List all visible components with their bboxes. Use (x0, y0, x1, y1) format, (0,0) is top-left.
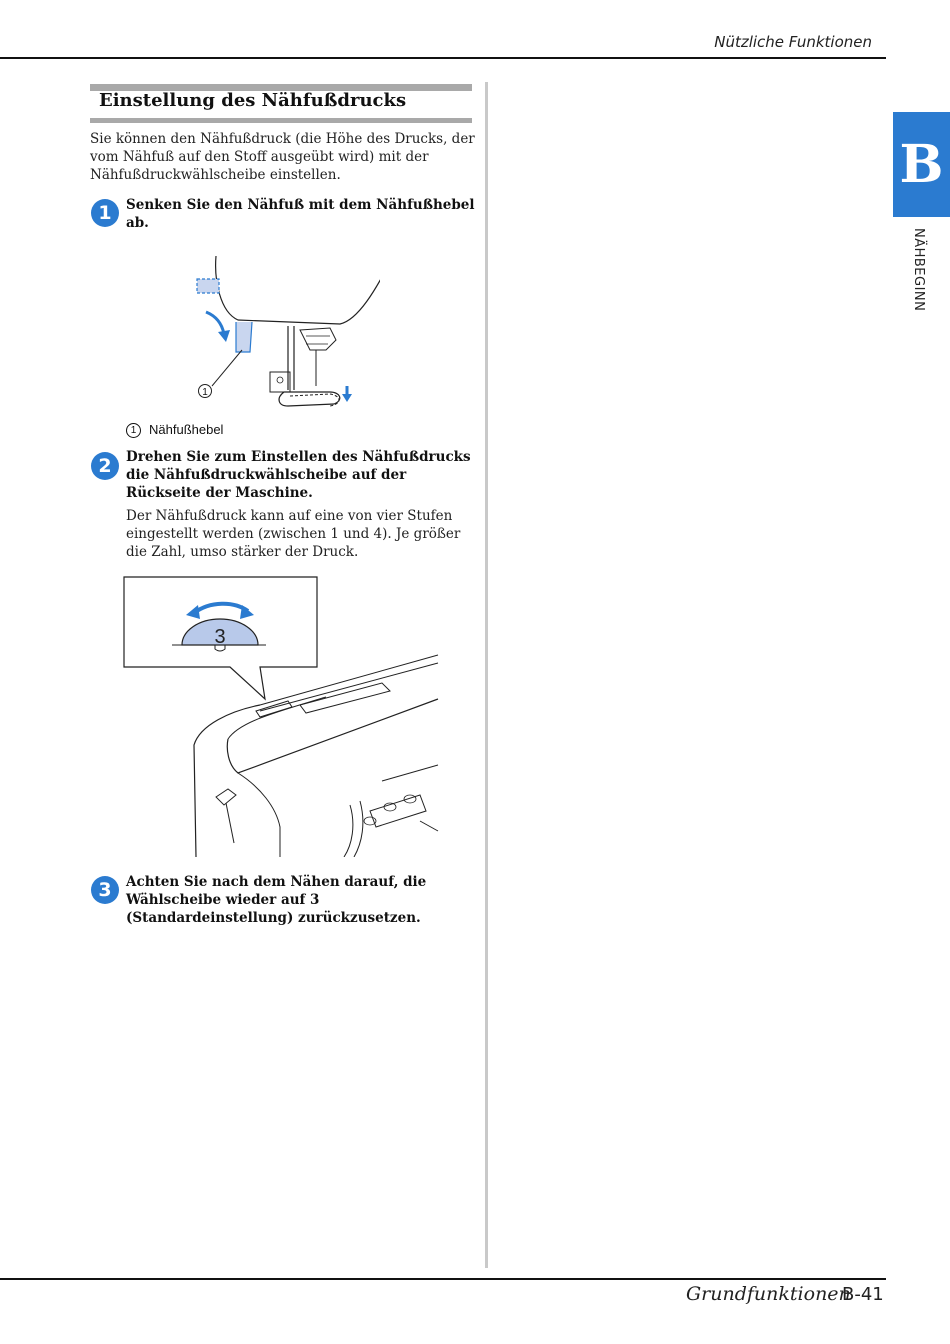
step-2-body: Der Nähfußdruck kann auf eine von vier Stufen eingestellt werden (zwischen 1 und 4). Je größer die Zahl, umso stärker der Druck. (126, 508, 461, 560)
step-3-badge: 3 (91, 876, 119, 904)
figure1-callout (126, 422, 223, 438)
figure1-callout-number: 1 (202, 387, 208, 398)
footer-rule (0, 1278, 886, 1280)
callout-number: 1 (126, 423, 141, 438)
intro-paragraph: Sie können den Nähfußdruck (die Höhe des Drucks, der vom Nähfuß auf den Stoff ausgeübt wird) mit der Nähfußdruckwählscheibe einstellen. (90, 131, 475, 183)
chapter-label: NÄHBEGINN (911, 228, 926, 312)
step-2-badge: 2 (91, 452, 119, 480)
chapter-label-container (898, 228, 938, 328)
pressure-dial-illustration (120, 575, 442, 857)
step-2-text: Drehen Sie zum Einstellen des Nähfußdrucks die Nähfußdruckwählscheibe auf der Rückseite der Maschine. (126, 449, 471, 501)
section-title: Einstellung des Nähfußdrucks (99, 90, 407, 111)
step-3-text: Achten Sie nach dem Nähen darauf, die Wählscheibe wieder auf 3 (Standardeinstellung) zurückzusetzen. (126, 874, 427, 926)
page-number: B-41 (842, 1284, 884, 1305)
step-1-text: Senken Sie den Nähfuß mit dem Nähfußhebel ab. (126, 197, 475, 231)
step-1-badge: 1 (91, 199, 119, 227)
column-divider (485, 82, 488, 1268)
callout-label: Nähfußhebel (149, 422, 224, 437)
header-rule (0, 57, 886, 59)
footer-section-name: Grundfunktionen (686, 1283, 851, 1305)
presser-foot-illustration (180, 250, 380, 420)
running-header: Nützliche Funktionen (714, 33, 872, 51)
dial-value: 3 (214, 626, 226, 648)
heading-bar-bottom (90, 118, 472, 123)
chapter-tab[interactable]: B (893, 112, 950, 217)
